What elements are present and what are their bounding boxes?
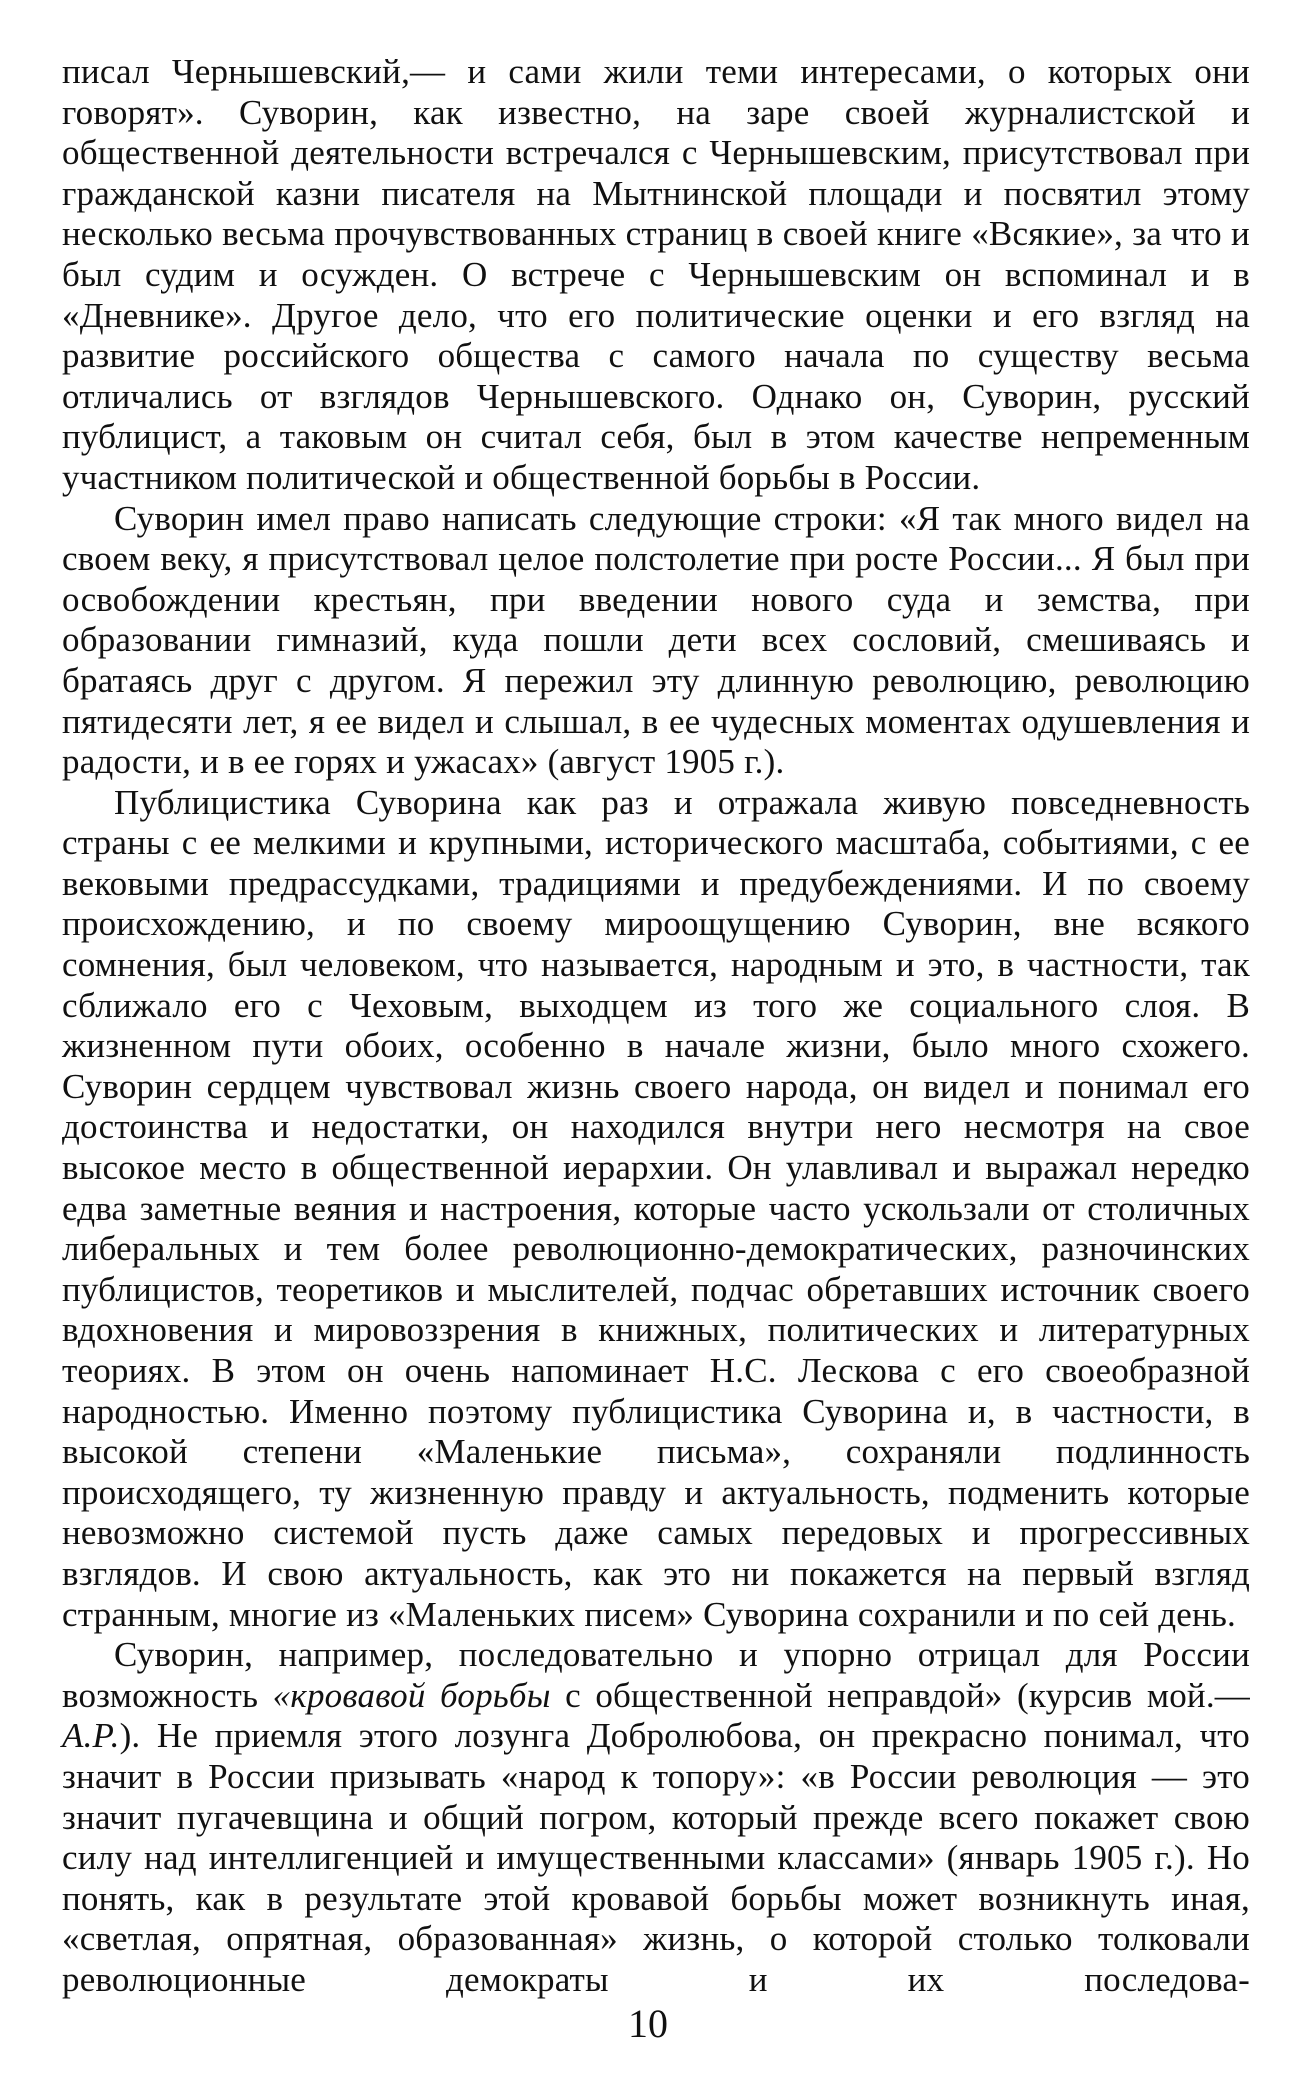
paragraph-4-part-3: ). Не приемля этого лозунга Добролюбова, он прекрасно понимал, что значит в России призывать «народ к топору»: «в России революция — это значит пугачевщина и общий погром, который прежде всего покажет свою силу над интеллигенцией и имущественными классами» (январь 1905 г.). Но понять, как в результате этой кровавой борьбы может возникнуть иная, «светлая, опрятная, образованная» жизнь, о которой столько толковали революционные демократы и их последова-: [62, 1716, 1250, 1999]
page-body: [62, 52, 1250, 2001]
page-number: 10: [628, 2001, 668, 2046]
paragraph-2: Суворин имел право написать следующие строки: «Я так много видел на своем веку, я присутствовал целое полстолетие при росте России... Я был при освобождении крестьян, при введении нового суда и земства, при образовании гимназий, куда пошли дети всех сословий, смешиваясь и братаясь друг с другом. Я пережил эту длинную революцию, революцию пятидесяти лет, я ее видел и слышал, в ее чудесных моментах одушевления и радости, и в ее горях и ужасах» (август 1905 г.).: [62, 498, 1250, 782]
paragraph-4-italic-initials: А.Р.: [62, 1716, 120, 1756]
paragraph-4: [62, 1635, 1250, 2000]
paragraph-3: Публицистика Суворина как раз и отражала живую повседневность страны с ее мелкими и крупными, исторического масштаба, событиями, с ее вековыми предрассудками, традициями и предубеждениями. И по своему происхождению, и по своему мироощущению Суворин, вне всякого сомнения, был человеком, что называется, народным и это, в частности, так сближало его с Чеховым, выходцем из того же социального слоя. В жизненном пути обоих, особенно в начале жизни, было много схожего. Суворин сердцем чувствовал жизнь своего народа, он видел и понимал его достоинства и недостатки, он находился внутри него несмотря на свое высокое место в общественной иерархии. Он улавливал и выражал нередко едва заметные веяния и настроения, которые часто ускользали от столичных либеральных и тем более революционно-демократических, разночинских публицистов, теоретиков и мыслителей, подчас обретавших источник своего вдохновения и мировоззрения в книжных, политических и литературных теориях. В этом он очень напоминает Н.С. Лескова с его своеобразной народностью. Именно поэтому публицистика Суворина и, в частности, в высокой степени «Маленькие письма», сохраняли подлинность происходящего, ту жизненную правду и актуальность, подменить которые невозможно системой пусть даже самых передовых и прогрессивных взглядов. И свою актуальность, как это ни покажется на первый взгляд странным, многие из «Маленьких писем» Суворина сохранили и по сей день.: [62, 782, 1250, 1634]
paragraph-4-part-1: Суворин, например, последовательно и упорно отрицал для России возможность: [62, 1635, 1250, 1715]
paragraph-4-part-2: с общественной неправдой» (курсив мой.—: [550, 1675, 1250, 1715]
paragraph-1: писал Чернышевский,— и сами жили теми интересами, о которых они говорят». Суворин, как известно, на заре своей журналистской и общественной деятельности встречался с Чернышевским, присутствовал при гражданской казни писателя на Мытнинской площади и посвятил этому несколько весьма прочувствованных страниц в своей книге «Всякие», за что и был судим и осужден. О встрече с Чернышевским он вспоминал и в «Дневнике». Другое дело, что его политические оценки и его взгляд на развитие российского общества с самого начала по существу весьма отличались от взглядов Чернышевского. Однако он, Суворин, русский публицист, а таковым он считал себя, был в этом качестве непременным участником политической и общественной борьбы в России.: [62, 52, 1250, 497]
paragraph-4-italic-quote: «кровавой борьбы: [272, 1675, 551, 1715]
